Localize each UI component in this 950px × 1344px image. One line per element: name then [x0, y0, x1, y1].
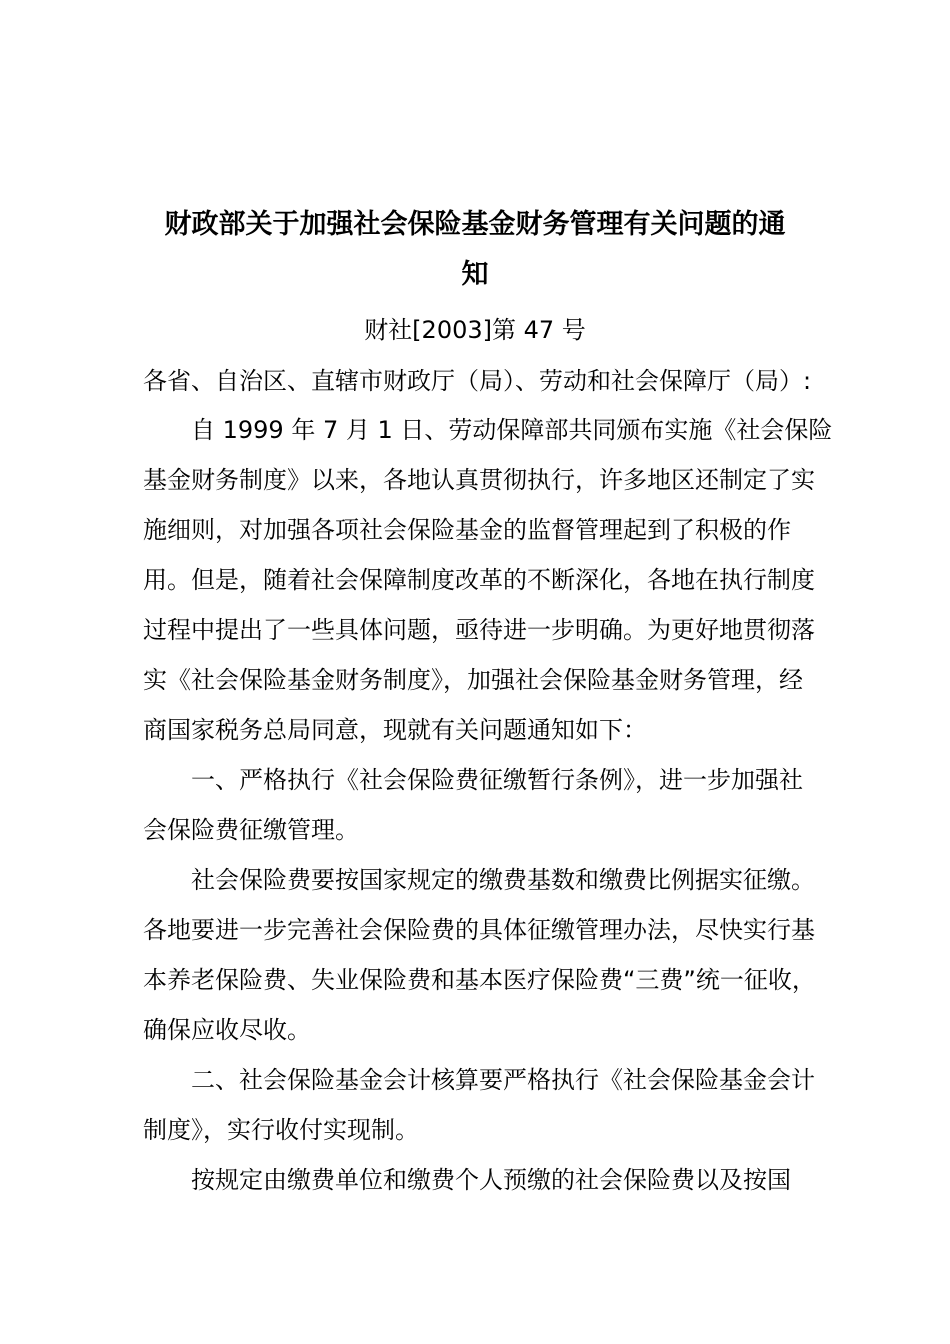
document-number: 财社[2003]第 47 号: [364, 316, 586, 344]
paragraph-line: 用。但是，随着社会保障制度改革的不断深化，各地在执行制度: [143, 566, 815, 594]
salutation-line: 各省、自治区、直辖市财政厅（局）、劳动和社会保障厅（局）:: [143, 367, 812, 395]
paragraph-line: 商国家税务总局同意，现就有关问题通知如下：: [143, 716, 647, 744]
paragraph-line: 按规定由缴费单位和缴费个人预缴的社会保险费以及按国: [191, 1166, 791, 1194]
paragraph-line: 本养老保险费、失业保险费和基本医疗保险费“三费”统一征收，: [143, 966, 816, 994]
document-title-line-2: 知: [461, 259, 489, 290]
paragraph-line: 确保应收尽收。: [143, 1016, 311, 1044]
document-title-line-1: 财政部关于加强社会保险基金财务管理有关问题的通: [164, 209, 786, 240]
paragraph-line: 自 1999 年 7 月 1 日、劳动保障部共同颁布实施《社会保险: [191, 416, 833, 444]
section-heading-line: 制度》，实行收付实现制。: [143, 1116, 419, 1144]
paragraph-line: 过程中提出了一些具体问题，亟待进一步明确。为更好地贯彻落: [143, 616, 815, 644]
paragraph-line: 实《社会保险基金财务制度》，加强社会保险基金财务管理，经: [143, 666, 803, 694]
paragraph-line: 各地要进一步完善社会保险费的具体征缴管理办法，尽快实行基: [143, 916, 815, 944]
section-heading-line: 一、严格执行《社会保险费征缴暂行条例》，进一步加强社: [191, 766, 803, 794]
paragraph-line: 基金财务制度》以来，各地认真贯彻执行，许多地区还制定了实: [143, 466, 815, 494]
paragraph-line: 社会保险费要按国家规定的缴费基数和缴费比例据实征缴。: [191, 866, 815, 894]
paragraph-line: 施细则，对加强各项社会保险基金的监督管理起到了积极的作: [143, 516, 791, 544]
section-heading-line: 会保险费征缴管理。: [143, 816, 359, 844]
section-heading-line: 二、社会保险基金会计核算要严格执行《社会保险基金会计: [191, 1066, 815, 1094]
